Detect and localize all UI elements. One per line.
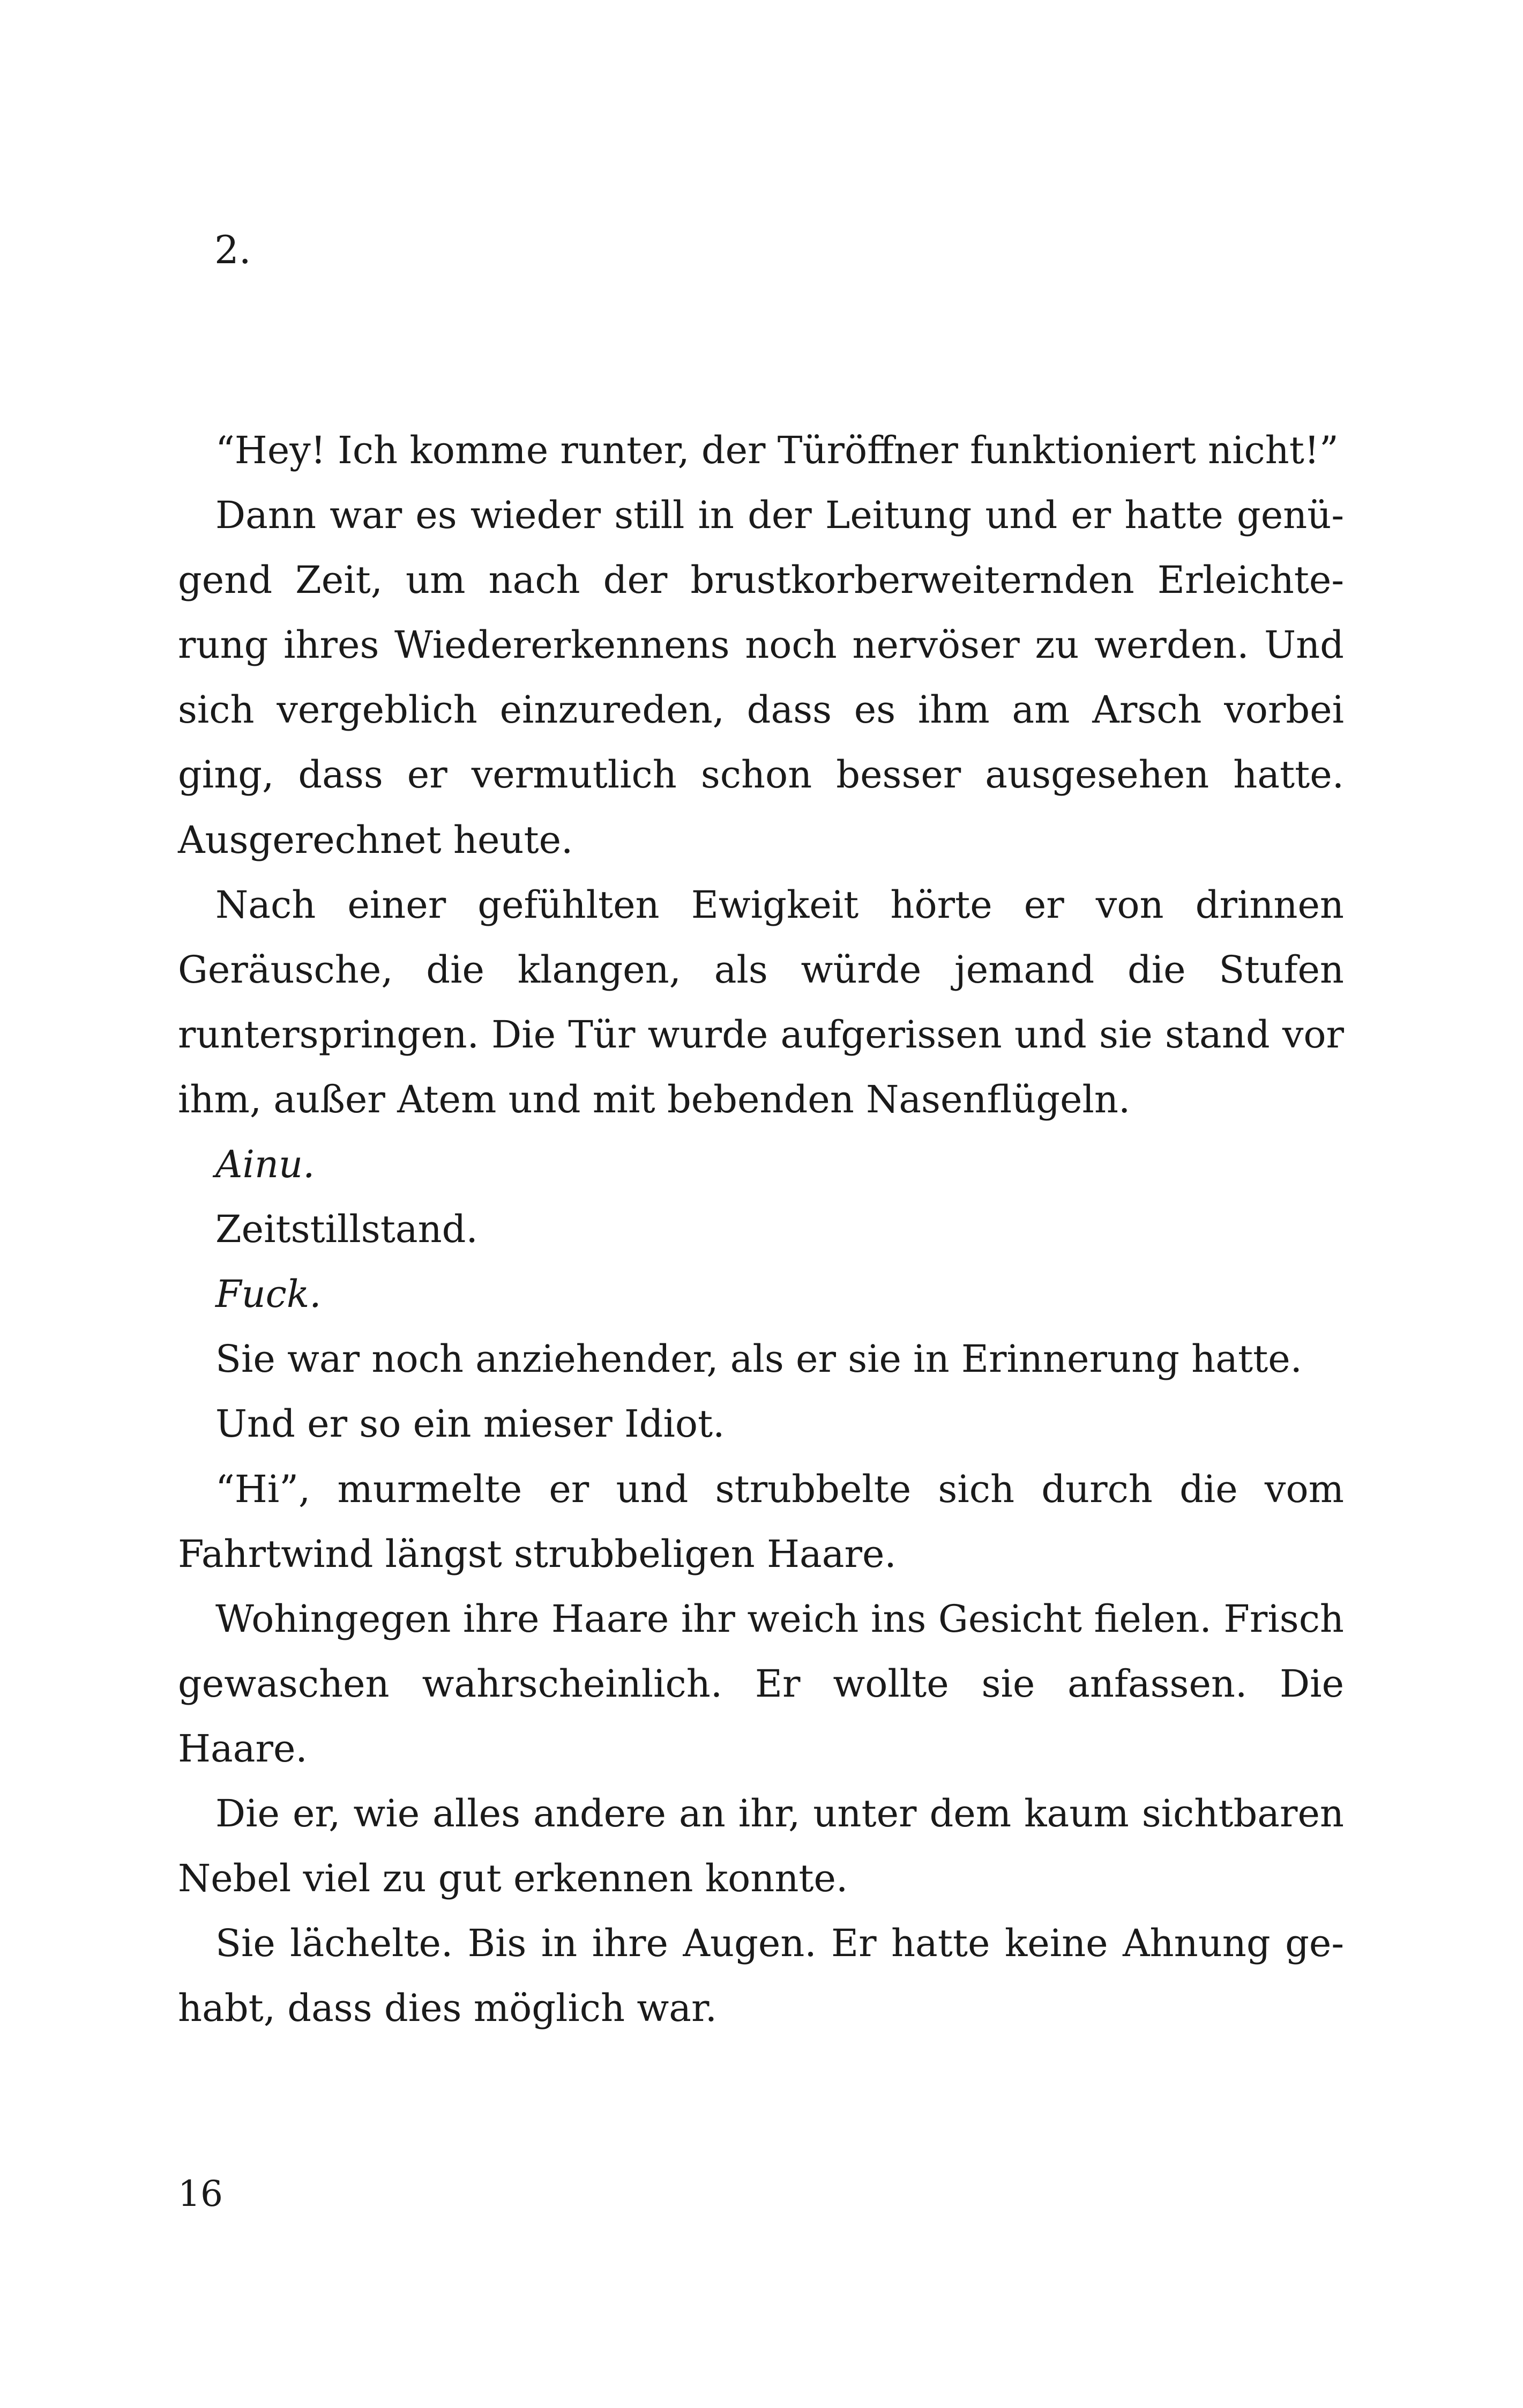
paragraph: Sie lächelte. Bis in ihre Augen. Er hatte keine Ahnung gehabt, dass dies möglich war. <box>178 1921 1344 2031</box>
paragraph: Dann war es wieder still in der Leitung und er hatte genügend Zeit, um nach der brustkorberweiternden Erleichterung ihres Wiedererkennens noch nervöser zu werden. Und sich vergeblich einzureden, dass es ihm am Arsch vorbei ging, dass er vermutlich schon besser ausgesehen hatte. Ausgerechnet heute. <box>178 493 1344 862</box>
paragraph: Und er so ein mieser Idiot. <box>215 1402 725 1446</box>
paragraph: Ainu. <box>215 1142 315 1187</box>
paragraph: Die er, wie alles andere an ihr, unter dem kaum sichtbaren Nebel viel zu gut erkennen konnte. <box>178 1791 1344 1901</box>
paragraph: Sie war noch anziehender, als er sie in Erinnerung hatte. <box>215 1337 1302 1381</box>
paragraph: “Hi”, murmelte er und strubbelte sich durch die vom Fahrtwind längst strubbeligen Haare. <box>178 1467 1344 1576</box>
paragraph: Zeitstillstand. <box>215 1207 478 1252</box>
paragraph: Fuck. <box>215 1272 322 1317</box>
paragraph: Wohingegen ihre Haare ihr weich ins Gesicht fielen. Frisch gewaschen wahrscheinlich. Er wollte sie anfassen. Die Haare. <box>178 1596 1344 1771</box>
chapter-number: 2. <box>214 227 251 272</box>
body-text <box>178 418 1344 2041</box>
page-number: 16 <box>178 2173 223 2214</box>
paragraph: Nach einer gefühlten Ewigkeit hörte er von drinnen Geräusche, die klangen, als würde jemand die Stufen runterspringen. Die Tür wurde aufgerissen und sie stand vor ihm, außer Atem und mit bebenden Nasenflügeln. <box>178 882 1344 1121</box>
paragraph: “Hey! Ich komme runter, der Türöffner funktioniert nicht!” <box>215 428 1339 472</box>
